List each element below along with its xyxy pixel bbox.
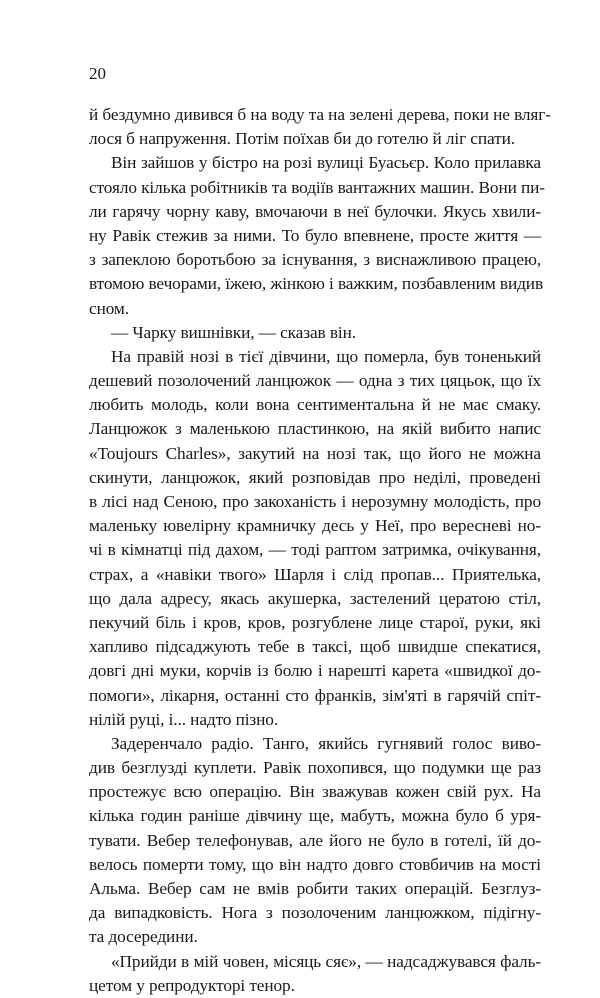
text-line: — Чарку вишнівки, — сказав він. <box>111 322 356 342</box>
text-line: Ланцюжок з маленькою пластинкою, на якій вибито напис <box>89 419 541 439</box>
text-line: велось померти тому, що він надто довго стовбичив на мості <box>89 854 541 874</box>
text-line: кілька годин раніше дівчину ще, мабуть, можна було б уря- <box>89 806 541 826</box>
text-line: пекучий біль і кров, кров, розгублене лице старої, руки, які <box>89 612 541 632</box>
body-text <box>89 103 551 998</box>
text-line: лося б напруження. Потім поїхав би до готелю й ліг спати. <box>89 129 515 149</box>
text-line: скинути, ланцюжок, який розповідав про неділі, проведені <box>89 467 541 487</box>
text-line: в лісі над Сеною, про закоханість і нерозумну молодість, про <box>89 492 541 511</box>
text-line: стояло кілька робітників та водіїв вантажних машин. Вони пи- <box>89 177 545 197</box>
text-line: нілій руці, і... надто пізно. <box>89 709 279 729</box>
text-line: ли гарячу чорну каву, вмочаючи в неї булочки. Якусь хвили- <box>89 201 541 221</box>
text-line: втомою вечорами, їжею, жінкою і важким, позбавленим видив <box>89 274 543 294</box>
text-line: чі в кімнатці під дахом, — тоді раптом затримка, очікування, <box>89 540 541 560</box>
text-line: любить молодь, коли вона сентиментальна й не має смаку. <box>89 395 541 415</box>
text-line: помоги», лікарня, останні сто франків, зім'яті в гарячій спіт- <box>89 685 541 705</box>
page-number: 20 <box>89 64 106 83</box>
text-line: «Прийди в мій човен, місяць сяє», — надсаджувався фаль- <box>111 951 541 971</box>
text-line: Задеренчало радіо. Танго, якийсь гугнявий голос виво- <box>111 733 541 753</box>
text-line: хапливо підсаджують тебе в таксі, щоб швидше спекатися, <box>89 637 541 657</box>
text-line: сном. <box>89 298 129 318</box>
text-line: та досередини. <box>89 927 198 947</box>
text-line: тувати. Вебер телефонував, але його не було в готелі, їй до- <box>89 830 541 850</box>
text-line: маленьку ювелірну крамничку десь у Неї, про вересневі но- <box>89 516 541 536</box>
text-line: дешевий позолочений ланцюжок — одна з тих цяцьок, що їх <box>89 371 541 391</box>
text-line: да випадковість. Нога з позолоченим ланцюжком, підігну- <box>89 903 541 923</box>
text-line: довгі дні муки, корчів із болю і нарешті карета «швидкої до- <box>89 661 541 681</box>
text-line: цетом у репродукторі тенор. <box>89 975 295 995</box>
text-line: страх, а «навіки твого» Шарля і слід пропав... Приятелька, <box>89 564 541 584</box>
text-line: що дала адресу, якась акушерка, застелений цератою стіл, <box>89 588 541 608</box>
text-line: «Toujours Charles», закутий на нозі так, що його не можна <box>89 443 541 463</box>
text-line: Альма. Вебер сам не вмів робити таких операцій. Безглуз- <box>89 879 541 898</box>
text-line: ну Равік стежив за ними. То було впевнене, просте життя — <box>89 225 541 245</box>
text-line: й бездумно дивився б на воду та на зелені дерева, поки не вляг- <box>89 105 551 124</box>
text-line: з запеклою боротьбою за існування, з виснажливою працею, <box>89 250 541 270</box>
text-line: Він зайшов у бістро на розі вулиці Буасьєр. Коло прилавка <box>111 153 541 173</box>
text-line: простежує всю операцію. Він зважував кожен свій рух. На <box>89 782 541 802</box>
text-line: На правій нозі в тієї дівчини, що померла, був тоненький <box>111 346 541 366</box>
text-line: див безглузді куплети. Равік похопився, що подумки ще раз <box>89 758 541 778</box>
